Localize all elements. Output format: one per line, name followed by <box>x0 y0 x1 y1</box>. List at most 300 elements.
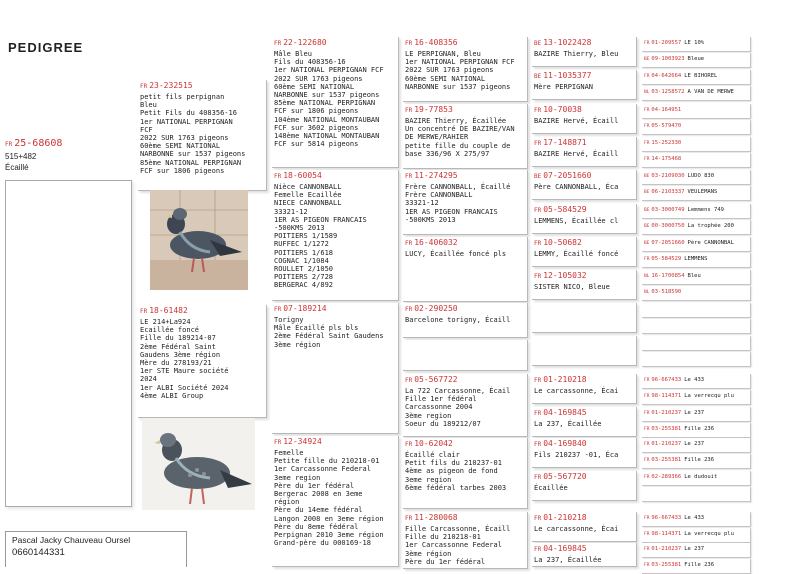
ring-prefix: FR <box>644 475 650 480</box>
ring-label <box>532 37 636 50</box>
ring-number: 03-518590 <box>651 289 682 295</box>
gen5-row <box>642 319 750 329</box>
detail-line: Écaillée <box>534 484 568 492</box>
bird-name: Fille 236 <box>684 562 715 568</box>
detail-line: FCF sur 3602 pigeons <box>274 123 359 132</box>
gen4-card <box>532 407 637 437</box>
father-details <box>138 93 266 175</box>
bird-name: Le 237 <box>684 546 705 552</box>
ring-prefix: NL <box>644 90 650 95</box>
detail-line: 104ème NATIONAL MONTAUBAN <box>274 115 380 124</box>
ring-number: 14-175468 <box>651 156 682 162</box>
father-ring <box>138 80 266 93</box>
gen5-row <box>642 153 750 163</box>
ring-prefix: FR <box>644 547 650 552</box>
owner-contact <box>5 531 187 567</box>
gen4-card <box>532 204 637 234</box>
detail-line: NARBONNE sur 1537 pigeons <box>274 91 380 100</box>
ring-number: 06-2103337 <box>651 189 685 195</box>
ring-number: 16-408356 <box>414 38 458 47</box>
ring-prefix: FR <box>140 83 148 90</box>
gen5-card <box>642 270 751 285</box>
ring-prefix: BE <box>534 40 542 47</box>
ring-label <box>532 471 636 484</box>
ring-prefix: FR <box>274 306 282 313</box>
bird-name: La verrecqu plu <box>684 393 734 399</box>
gen5-row <box>642 528 750 538</box>
detail-line: La 722 Carcassonne, Écail <box>405 387 511 395</box>
ring-prefix: FR <box>405 306 413 313</box>
ring-number: 03-3000749 <box>651 207 685 213</box>
detail-line: POITIERS 1/1589 <box>274 232 338 241</box>
detail-line: Petite fille du 210218-01 <box>274 457 380 466</box>
detail-line: Père du 8eme fédéral <box>274 522 359 531</box>
card-details <box>532 525 636 533</box>
ring-label <box>532 137 636 150</box>
detail-line: Petit fils du 210237-01 <box>405 459 502 468</box>
gen5-row <box>642 407 750 417</box>
detail-line: FCF sur 5814 pigeons <box>274 140 359 149</box>
ring-number: 05-584529 <box>651 256 682 262</box>
ring-number: 10-50682 <box>543 238 582 247</box>
bird-name: Le 433 <box>684 515 705 521</box>
gen5-card <box>642 471 751 486</box>
detail-line: 85ème NATIONAL PERPIGNAN <box>274 99 376 108</box>
ring-number: 13-1022428 <box>543 38 592 47</box>
gen3-card <box>403 512 528 569</box>
ring-number: 03-255381 <box>651 562 682 568</box>
detail-line: BAZIRE Thierry, Bleu <box>534 50 619 58</box>
detail-line: Soeur du 189212/07 <box>405 419 481 428</box>
gen4-card <box>532 336 637 366</box>
ring-prefix: NL <box>644 274 650 279</box>
gen5-row <box>642 170 750 180</box>
gen5-row <box>642 487 750 497</box>
detail-line: 85ème NATIONAL PERPIGNAN <box>140 158 242 167</box>
gen4-card <box>532 543 637 567</box>
card-details <box>272 316 398 349</box>
ring-number: 05-584529 <box>543 205 587 214</box>
gen5-card <box>642 153 751 168</box>
ring-prefix: FR <box>274 173 282 180</box>
ring-prefix: FR <box>534 140 542 147</box>
gen4-card <box>532 70 637 100</box>
detail-line: 2ème Fédéral Saint <box>140 342 216 351</box>
gen5-row <box>642 352 750 362</box>
ring-number: 03-1258572 <box>651 89 685 95</box>
detail-line: petit fils perpignan <box>140 93 225 101</box>
ring-number: 04-169845 <box>543 544 587 553</box>
detail-line: DE MERWE/RAHIER <box>405 133 469 142</box>
card-details <box>532 420 636 428</box>
gen5-row <box>642 270 750 280</box>
ring-number: 16-1700854 <box>651 273 685 279</box>
ring-prefix: BE <box>644 241 650 246</box>
gen5-card <box>642 253 751 268</box>
ring-label <box>532 104 636 117</box>
gen5-card <box>642 423 751 438</box>
gen3-card <box>403 170 528 235</box>
detail-line: BERGERAC 4/892 <box>274 281 334 290</box>
detail-line: Femelle Ecaillée <box>274 191 342 200</box>
detail-line: 1er ALBI Société 2024 <box>140 383 229 392</box>
ring-prefix: FR <box>644 141 650 146</box>
gen4-card <box>532 170 637 200</box>
gen5-card <box>642 559 751 574</box>
gen4-card <box>532 303 637 333</box>
detail-line: Père du 1er fédéral <box>405 557 486 566</box>
ring-number: 01-210218 <box>543 375 587 384</box>
ring-number: 01-210218 <box>543 513 587 522</box>
card-details <box>403 183 527 224</box>
ring-label <box>403 237 527 250</box>
detail-line: 1er NATIONAL PERPIGNAN <box>140 117 233 126</box>
detail-line: Le carcassonne, Écai <box>534 387 619 395</box>
gen4-card <box>532 438 637 468</box>
gen5-row <box>642 512 750 522</box>
detail-line: région <box>274 498 300 507</box>
ring-number: 09-1003923 <box>651 56 685 62</box>
ring-prefix: BE <box>534 173 542 180</box>
detail-line: Frère CANNONBALL <box>405 191 473 200</box>
detail-line: 2022 SUR 1763 pigeons <box>274 74 363 83</box>
card-details <box>403 250 527 258</box>
gen5-row <box>642 454 750 464</box>
ring-prefix: FR <box>644 41 650 46</box>
ring-number: 98-114371 <box>651 531 682 537</box>
ring-number: 03-2109030 <box>651 173 685 179</box>
ring-label <box>532 237 636 250</box>
detail-line: Langon 2008 en 3eme région <box>274 514 384 523</box>
detail-line: 2024 <box>140 375 157 384</box>
detail-line: FCF <box>140 125 153 134</box>
gen4-card <box>532 512 637 542</box>
gen5-row <box>642 438 750 448</box>
gen3-card <box>403 237 528 302</box>
ring-number: 10-70038 <box>543 105 582 114</box>
ring-label <box>532 170 636 183</box>
gen5-card <box>642 336 751 351</box>
detail-line: 148ème NATIONAL MONTAUBAN <box>274 132 380 141</box>
bird-name: Le 237 <box>684 441 705 447</box>
ring-label <box>272 37 398 50</box>
detail-line: Bergerac 2008 en 3eme <box>274 490 363 499</box>
detail-line: Écaillé clair <box>405 451 460 459</box>
owner-phone: 0660144331 <box>12 547 65 558</box>
card-details <box>403 451 527 492</box>
ring-prefix: FR <box>644 532 650 537</box>
gen5-row <box>642 53 750 63</box>
ring-prefix: FR <box>274 439 282 446</box>
ring-number: 18-61482 <box>149 306 188 315</box>
detail-line: Grand-père du 000169-18 <box>274 539 371 548</box>
gen5-row <box>642 137 750 147</box>
bird-name: Le dudouit <box>684 474 718 480</box>
card-details <box>403 50 527 91</box>
detail-line: 2022 SUR 1763 pigeons <box>405 66 494 75</box>
bird-name: Fille 236 <box>684 457 715 463</box>
ring-number: 96-667433 <box>651 515 682 521</box>
ring-number: 98-114371 <box>651 393 682 399</box>
detail-line: 4ème as pigeon de fond <box>405 467 498 476</box>
card-details <box>272 449 398 547</box>
gen5-card <box>642 204 751 219</box>
ring-prefix: FR <box>405 441 413 448</box>
ring-label <box>403 374 527 387</box>
detail-line: NARBONNE sur 1537 pigeons <box>140 150 246 159</box>
ring-label <box>532 70 636 83</box>
detail-line: 4ème ALBI Group <box>140 391 204 400</box>
gen5-row <box>642 423 750 433</box>
ring-number: 12-105032 <box>543 271 587 280</box>
detail-line: FCF sur 1806 pigeons <box>274 107 359 116</box>
gen5-card <box>642 374 751 389</box>
ring-number: 04-169840 <box>543 439 587 448</box>
ring-number: 22-122680 <box>283 38 327 47</box>
gen5-row <box>642 253 750 263</box>
card-details <box>532 83 636 91</box>
owner-name: Pascal Jacky Chauveau Oursel <box>12 535 131 545</box>
ring-prefix: FR <box>534 240 542 247</box>
ring-prefix: FR <box>644 157 650 162</box>
card-details <box>403 117 527 158</box>
gen5-row <box>642 471 750 481</box>
main-bird-line: 515+482 <box>5 152 37 161</box>
gen5-card <box>642 454 751 469</box>
ring-prefix: FR <box>274 40 282 47</box>
ring-number: 96-667433 <box>651 377 682 383</box>
ring-number: 15-252330 <box>651 140 682 146</box>
ring-label <box>272 303 398 316</box>
detail-line: 60ème SEMI NATIONAL <box>274 82 355 91</box>
bird-name: La verrecqu plu <box>684 531 734 537</box>
detail-line: Ecaillée foncé <box>140 326 200 335</box>
bird-name: A VAN DE MERWE <box>687 89 734 95</box>
card-details <box>272 183 398 290</box>
ring-number: 03-255381 <box>651 457 682 463</box>
gen5-row <box>642 237 750 247</box>
gen2-card <box>272 436 399 567</box>
ring-prefix: FR <box>405 240 413 247</box>
ring-prefix: FR <box>534 441 542 448</box>
ring-label <box>532 438 636 451</box>
gen5-card <box>642 319 751 334</box>
ring-prefix: BE <box>644 174 650 179</box>
gen3-card <box>403 438 528 509</box>
detail-line: 2022 SUR 1763 pigeons <box>140 134 229 143</box>
bird-name: Le 433 <box>684 377 705 383</box>
bird-name: Le 237 <box>684 410 705 416</box>
detail-line: NARBONNE sur 1537 pigeons <box>405 82 511 91</box>
gen5-card <box>642 390 751 405</box>
detail-line: RUFFEC 1/1272 <box>274 240 329 249</box>
ring-prefix: FR <box>644 427 650 432</box>
ring-number: 05-579470 <box>651 123 682 129</box>
detail-line: Mâle Bleu <box>274 50 312 58</box>
gen5-row <box>642 336 750 346</box>
detail-line: LE 214+La924 <box>140 318 191 326</box>
detail-line: Fils du 408356-16 <box>274 58 346 67</box>
gen5-card <box>642 543 751 558</box>
ring-prefix: FR <box>405 377 413 384</box>
bird-name: LE BIHOREL <box>684 73 718 79</box>
bird-name: La trophée 200 <box>687 223 734 229</box>
detail-line: LEMMENS, Écaillée cl <box>534 217 619 225</box>
detail-line: BAZIRE Hervé, Écaill <box>534 150 619 158</box>
ring-number: 00-3000750 <box>651 223 685 229</box>
gen5-row <box>642 86 750 96</box>
detail-line: Père du 1er fédéral <box>274 481 355 490</box>
ring-prefix: FR <box>534 515 542 522</box>
ring-prefix: FR <box>5 141 13 148</box>
detail-line: POITIERS 1/618 <box>274 248 334 257</box>
gen5-card <box>642 512 751 527</box>
detail-line: Carcassonne 2004 <box>405 403 473 412</box>
detail-line: LEMMY, Écaillé foncé <box>534 250 619 258</box>
gen5-card <box>642 352 751 367</box>
ring-number: 01-210237 <box>651 410 682 416</box>
detail-line: Père du 14eme fédéral <box>274 506 363 515</box>
detail-line: FCF sur 1806 pigeons <box>140 166 225 175</box>
card-details <box>272 50 398 148</box>
ring-prefix: FR <box>405 515 413 522</box>
bird-name: Bleue <box>687 56 705 62</box>
ring-prefix: NL <box>644 290 650 295</box>
ring-number: 25-68608 <box>14 138 63 149</box>
ring-number: 02-289366 <box>651 474 682 480</box>
ring-number: 05-567722 <box>414 375 458 384</box>
ring-label <box>403 37 527 50</box>
ring-prefix: FR <box>140 308 148 315</box>
ring-prefix: FR <box>644 442 650 447</box>
detail-line: SISTER NICO, Bleue <box>534 283 610 291</box>
gen5-row <box>642 37 750 47</box>
gen5-row <box>642 559 750 569</box>
ring-prefix: FR <box>644 563 650 568</box>
ring-label <box>403 104 527 117</box>
gen4-card <box>532 137 637 167</box>
gen4-card <box>532 104 637 134</box>
detail-line: Mâle Écaillé pls bls <box>274 324 359 333</box>
gen5-card <box>642 86 751 101</box>
gen5-card <box>642 286 751 301</box>
gen5-row <box>642 186 750 196</box>
detail-line: Mère PERPIGNAN <box>534 83 594 91</box>
gen5-row <box>642 286 750 296</box>
detail-line: Fille Carcassonne, Écaill <box>405 525 511 533</box>
card-details <box>532 117 636 125</box>
bird-name: Père CANNONBAL <box>687 240 734 246</box>
detail-line: POITIERS 2/728 <box>274 273 334 282</box>
main-bird-photo-frame <box>5 180 132 507</box>
detail-line: Barcelone torigny, Écaill <box>405 316 511 324</box>
ring-prefix: FR <box>405 173 413 180</box>
bird-name: LEMMENS <box>684 256 708 262</box>
card-details <box>532 484 636 492</box>
bird-name: Lemmens 749 <box>687 207 724 213</box>
detail-line: BAZIRE Hervé, Écaill <box>534 117 619 125</box>
card-details <box>532 150 636 158</box>
ring-number: 16-406032 <box>414 238 458 247</box>
card-details <box>532 183 636 191</box>
gen5-row <box>642 204 750 214</box>
card-details <box>532 451 636 459</box>
ring-label <box>532 270 636 283</box>
ring-prefix: FR <box>534 207 542 214</box>
ring-label <box>403 170 527 183</box>
gen3-card <box>403 340 528 371</box>
gen3-card <box>403 374 528 437</box>
card-details <box>403 387 527 428</box>
ring-label <box>272 170 398 183</box>
detail-line: petite fille du couple de <box>405 141 511 150</box>
gen3-card <box>403 303 528 338</box>
detail-line: 60ème SEMI NATIONAL <box>140 142 221 151</box>
pigeon-image <box>142 418 255 510</box>
detail-line: Le carcassonne, Écai <box>534 525 619 533</box>
ring-number: 11-280068 <box>414 513 458 522</box>
detail-line: 3ème region <box>405 411 452 420</box>
detail-line: 60ème SEMI NATIONAL <box>405 74 486 83</box>
bird-name: LUDO 830 <box>687 173 715 179</box>
card-details <box>532 556 636 564</box>
detail-line: -500KMS 2013 <box>405 215 456 224</box>
gen5-card <box>642 220 751 235</box>
detail-line: Père CANNONBALL, Éca <box>534 183 619 191</box>
mother-photo <box>142 418 255 510</box>
gen5-card <box>642 120 751 135</box>
detail-line: Petit Fils du 408356-16 <box>140 109 237 118</box>
ring-number: 17-148871 <box>543 138 587 147</box>
main-bird-ring <box>5 137 135 151</box>
detail-line: BAZIRE Thierry, Écaillée <box>405 117 507 125</box>
ring-prefix: FR <box>534 273 542 280</box>
bird-name: Bleu <box>687 273 701 279</box>
detail-line: 3eme region <box>405 475 452 484</box>
ring-label <box>403 303 527 316</box>
detail-line: 1er STE Maure société <box>140 367 229 376</box>
ring-number: 11-274295 <box>414 171 458 180</box>
gen5-card <box>642 237 751 252</box>
detail-line: 33321-12 <box>405 199 439 208</box>
ring-prefix: FR <box>405 40 413 47</box>
detail-line: Fils 210237 -01, Éca <box>534 451 619 459</box>
card-details <box>532 283 636 291</box>
card-details <box>532 50 636 58</box>
ring-number: 05-567720 <box>543 472 587 481</box>
detail-line: Un concentré DE BAZIRE/VAN <box>405 125 515 134</box>
gen5-row <box>642 374 750 384</box>
detail-line: 1er NATIONAL PERPIGNAN FCF <box>405 58 515 67</box>
mother-card <box>138 305 267 418</box>
pigeon-image <box>150 190 248 290</box>
detail-line: La 237, Écaillée <box>534 420 602 428</box>
detail-line: Perpignan 2010 3eme région <box>274 531 384 540</box>
ring-number: 02-290250 <box>414 304 458 313</box>
ring-label <box>532 204 636 217</box>
ring-number: 07-189214 <box>283 304 327 313</box>
ring-prefix: FR <box>644 411 650 416</box>
ring-prefix: FR <box>644 74 650 79</box>
ring-number: 03-255381 <box>651 426 682 432</box>
gen5-row <box>642 390 750 400</box>
main-bird-line: Écaillé <box>5 163 29 172</box>
detail-line: LE PERPIGNAN, Bleu <box>405 50 481 58</box>
gen5-card <box>642 487 751 502</box>
gen4-card <box>532 237 637 267</box>
detail-line: 3eme region <box>274 473 321 482</box>
gen5-card <box>642 303 751 318</box>
